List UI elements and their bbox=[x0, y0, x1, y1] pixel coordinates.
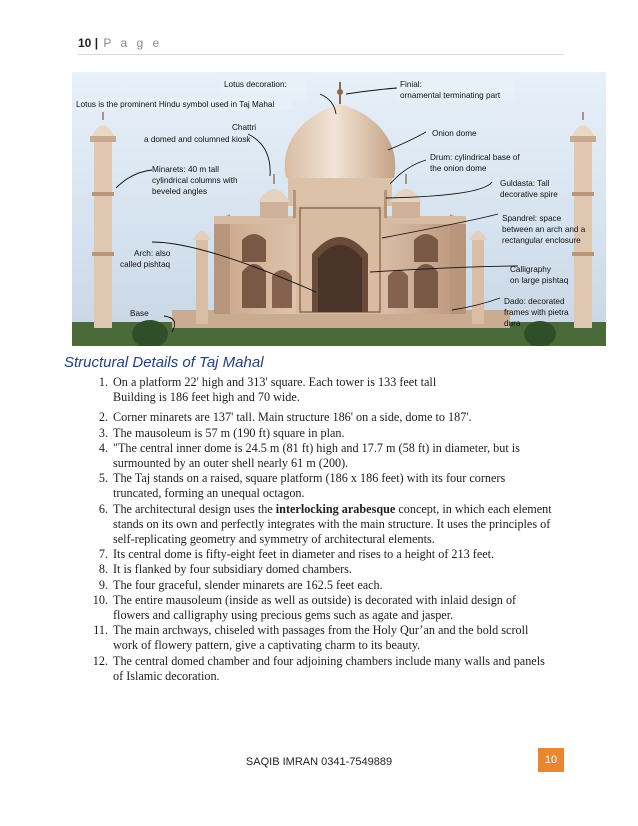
arch-label-1: Arch: also bbox=[134, 249, 171, 258]
list-item-line: self-replicating geometry and symmetry of architectural elements. bbox=[113, 532, 435, 547]
list-item-number: 11. bbox=[93, 623, 108, 638]
finial-description: ornamental terminating part bbox=[400, 91, 501, 100]
list-item-line bbox=[113, 502, 574, 517]
list-item-line: Corner minarets are 137' tall. Main structure 186' on a side, dome to 187'. bbox=[113, 410, 472, 425]
list-item bbox=[84, 410, 574, 425]
header-page-word: P a g e bbox=[103, 36, 163, 50]
list-item-number: 1. bbox=[98, 375, 108, 389]
taj-mahal-annotated-figure bbox=[72, 72, 606, 346]
list-item bbox=[84, 547, 574, 562]
list-item-line: surmounted by an outer shell nearly 61 m (200). bbox=[113, 456, 349, 471]
list-item-line: work of flowery pattern, give a captivating charm to its beauty. bbox=[113, 638, 421, 653]
lotus-decoration-label: Lotus decoration: bbox=[224, 80, 287, 89]
list-item-line: stands on its own and perfectly integrates with the main structure. It uses the principles of bbox=[113, 516, 551, 531]
drum-label-1: Drum: cylindrical base of bbox=[430, 153, 520, 162]
finial-label: Finial: bbox=[400, 80, 422, 89]
list-item-bold-text: interlocking arabesque bbox=[275, 501, 396, 516]
list-item-number: 5. bbox=[98, 471, 108, 486]
dado-label-1: Dado: decorated bbox=[504, 297, 565, 306]
list-item-line: The main archways, chiseled with passages from the Holy Qur’an and the bold scroll bbox=[113, 623, 529, 638]
header-separator: | bbox=[94, 36, 99, 50]
lotus-description: Lotus is the prominent Hindu symbol used in Taj Mahal bbox=[76, 100, 275, 109]
list-item bbox=[84, 426, 574, 441]
list-item-text: concept, in which each element bbox=[395, 501, 552, 516]
page-header bbox=[78, 36, 564, 50]
list-item bbox=[84, 562, 574, 577]
list-item-line: The mausoleum is 57 m (190 ft) square in plan. bbox=[113, 425, 345, 440]
list-item-line: Building is 186 feet high and 70 wide. bbox=[113, 390, 300, 405]
structural-details-list bbox=[84, 375, 574, 684]
list-item bbox=[84, 623, 574, 653]
list-item-line: The central domed chamber and four adjoining chambers include many walls and panels bbox=[113, 653, 545, 668]
list-item-line: It is flanked by four subsidiary domed chambers. bbox=[113, 562, 352, 577]
list-item bbox=[84, 471, 574, 501]
list-item-number: 10. bbox=[92, 592, 108, 607]
dado-label-2: frames with pietra bbox=[504, 308, 569, 317]
chattri-description: a domed and columned kiosk bbox=[144, 135, 251, 144]
calligraphy-label-2: on large pishtaq bbox=[510, 276, 569, 285]
base-label: Base bbox=[130, 309, 149, 318]
drum-label-2: the onion dome bbox=[430, 164, 487, 173]
list-item-number: 7. bbox=[98, 547, 108, 562]
header-divider bbox=[78, 54, 564, 55]
list-item-number: 4. bbox=[98, 440, 108, 455]
list-item bbox=[84, 375, 574, 405]
list-item-number: 6. bbox=[98, 501, 108, 516]
chattri-label: Chattri bbox=[232, 123, 257, 132]
guldasta-label-1: Guldasta: Tall bbox=[500, 179, 550, 188]
list-item bbox=[84, 654, 574, 684]
list-item bbox=[84, 578, 574, 593]
list-item-number: 3. bbox=[98, 425, 108, 440]
list-item-number: 8. bbox=[98, 562, 108, 577]
list-item-line: "The central inner dome is 24.5 m (81 ft) high and 17.7 m (58 ft) in diameter, but is bbox=[113, 440, 520, 455]
list-item-line: Its central dome is fifty-eight feet in diameter and rises to a height of 213 feet. bbox=[113, 547, 495, 562]
list-item-text: The architectural design uses the bbox=[113, 501, 276, 516]
minarets-label-2: cylindrical columns with bbox=[152, 176, 238, 185]
list-item-number: 2. bbox=[98, 410, 108, 425]
footer-author: SAQIB IMRAN 0341-7549889 bbox=[245, 756, 393, 768]
list-item-line: On a platform 22' high and 313' square. Each tower is 133 feet tall bbox=[113, 375, 437, 389]
footer-page-number: 10 bbox=[538, 748, 564, 772]
section-title: Structural Details of Taj Mahal bbox=[64, 354, 264, 371]
minarets-label-3: beveled angles bbox=[152, 187, 208, 196]
spandrel-label-2: between an arch and a bbox=[502, 225, 586, 234]
list-item bbox=[84, 502, 574, 548]
list-item-number: 12. bbox=[92, 653, 108, 668]
list-item-line: The Taj stands on a raised, square platform (186 x 186 feet) with its four corners bbox=[113, 471, 506, 486]
list-item-line: truncated, forming an unequal octagon. bbox=[113, 486, 305, 501]
list-item bbox=[84, 441, 574, 471]
calligraphy-label-1: Calligraphy bbox=[510, 265, 551, 274]
arch-label-2: called pishtaq bbox=[120, 260, 171, 269]
list-item-line: of Islamic decoration. bbox=[113, 668, 220, 683]
taj-mahal-illustration bbox=[72, 72, 606, 346]
list-item-line: The entire mausoleum (inside as well as outside) is decorated with inlaid design of bbox=[113, 592, 517, 607]
spandrel-label-1: Spandrel: space bbox=[502, 214, 562, 223]
list-item-line: The four graceful, slender minarets are 162.5 feet each. bbox=[113, 577, 383, 592]
header-page-number: 10 bbox=[78, 36, 92, 50]
list-item-line: flowers and calligraphy using precious gems such as agate and jasper. bbox=[113, 608, 454, 623]
dado-label-3: dura bbox=[504, 319, 521, 328]
list-item bbox=[84, 593, 574, 623]
spandrel-label-3: rectangular enclosure bbox=[502, 236, 581, 245]
list-item-number: 9. bbox=[98, 577, 108, 592]
guldasta-label-2: decorative spire bbox=[500, 190, 558, 199]
minarets-label-1: Minarets: 40 m tall bbox=[152, 165, 219, 174]
onion-dome-label: Onion dome bbox=[432, 129, 477, 138]
